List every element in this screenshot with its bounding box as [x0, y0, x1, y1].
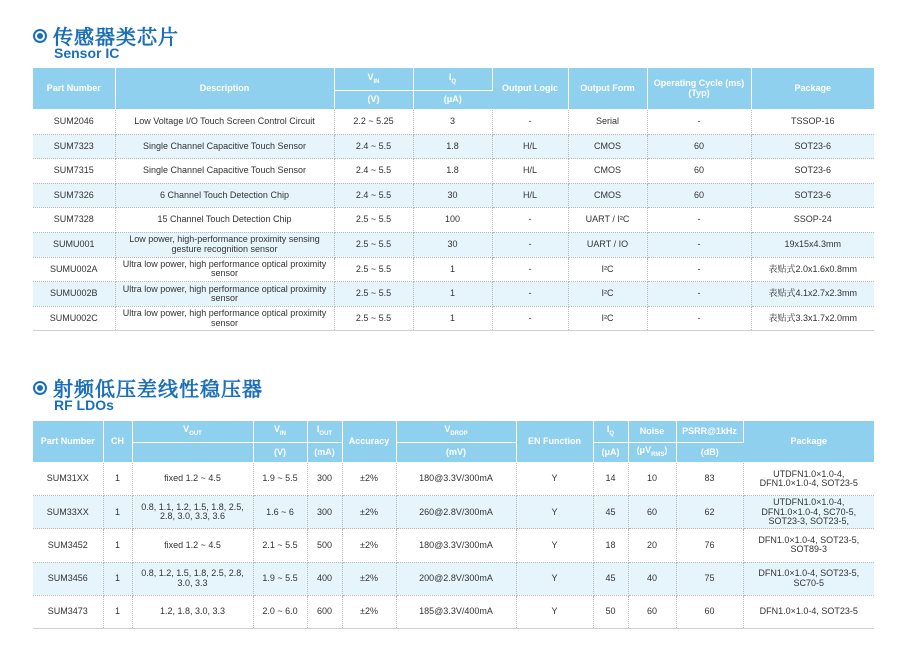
cell-part: SUM3452 [33, 529, 103, 562]
cell-vin: 2.4 ~ 5.5 [334, 183, 413, 208]
col-vdrop-unit: (mV) [396, 443, 516, 463]
cell-iout: 400 [307, 562, 342, 595]
col-part-number: Part Number [33, 421, 103, 463]
cell-psrr: 83 [676, 463, 743, 496]
table-row [33, 134, 874, 159]
cell-vin: 2.5 ~ 5.5 [334, 232, 413, 257]
table-row [33, 306, 874, 331]
cell-form: I²C [568, 282, 647, 307]
cell-ch: 1 [103, 595, 132, 628]
cell-pkg: 表贴式3.3x1.7x2.0mm [751, 306, 874, 331]
cell-form: I²C [568, 306, 647, 331]
cell-iq: 18 [593, 529, 628, 562]
rf-ldo-title-cn: 射频低压差线性稳压器 [53, 377, 263, 401]
col-output-form: Output Form [568, 68, 647, 110]
cell-form: UART / IO [568, 232, 647, 257]
cell-iq: 14 [593, 463, 628, 496]
cell-ch: 1 [103, 463, 132, 496]
cell-vdrop: 180@3.3V/300mA [396, 463, 516, 496]
cell-pkg: 表贴式4.1x2.7x2.3mm [751, 282, 874, 307]
col-noise: Noise [628, 421, 676, 443]
cell-pkg: SSOP-24 [751, 208, 874, 233]
cell-logic: H/L [492, 159, 568, 184]
cell-vin: 2.2 ~ 5.25 [334, 110, 413, 135]
cell-vout: 0.8, 1.2, 1.5, 1.8, 2.5, 2.8, 3.0, 3.3 [132, 562, 253, 595]
cell-vin: 1.9 ~ 5.5 [253, 562, 307, 595]
bullet-circle-icon [33, 29, 47, 43]
cell-pkg: UTDFN1.0×1.0-4, DFN1.0×1.0-4, SOT23-5 [743, 463, 874, 496]
cell-vin: 2.4 ~ 5.5 [334, 134, 413, 159]
cell-en: Y [516, 595, 593, 628]
cell-vin: 2.0 ~ 6.0 [253, 595, 307, 628]
cell-pkg: DFN1.0×1.0-4, SOT23-5, SOT89-3 [743, 529, 874, 562]
cell-form: I²C [568, 257, 647, 282]
table-row [33, 208, 874, 233]
cell-vin: 2.5 ~ 5.5 [334, 257, 413, 282]
sensor-ic-title-en: Sensor IC [54, 45, 120, 61]
cell-part: SUMU002A [33, 257, 115, 282]
cell-vout: 1.2, 1.8, 3.0, 3.3 [132, 595, 253, 628]
col-psrr: PSRR@1kHz [676, 421, 743, 443]
col-psrr-unit: (dB) [676, 443, 743, 463]
col-iout-unit: (mA) [307, 443, 342, 463]
cell-iq: 30 [413, 232, 492, 257]
col-ch: CH [103, 421, 132, 463]
cell-vin: 1.9 ~ 5.5 [253, 463, 307, 496]
cell-iq: 30 [413, 183, 492, 208]
cell-part: SUM7328 [33, 208, 115, 233]
cell-desc: Ultra low power, high performance optical proximity sensor [115, 306, 334, 331]
table-row [33, 257, 874, 282]
table-row [33, 562, 874, 595]
rf-ldo-table [33, 421, 874, 629]
cell-cycle: - [647, 257, 751, 282]
cell-part: SUM2046 [33, 110, 115, 135]
cell-cycle: - [647, 110, 751, 135]
col-accuracy: Accuracy [342, 421, 396, 463]
cell-ch: 1 [103, 562, 132, 595]
cell-cycle: - [647, 306, 751, 331]
cell-vdrop: 260@2.8V/300mA [396, 496, 516, 529]
cell-acc: ±2% [342, 463, 396, 496]
sensor-ic-table [33, 68, 874, 331]
cell-vdrop: 200@2.8V/300mA [396, 562, 516, 595]
cell-vdrop: 180@3.3V/300mA [396, 529, 516, 562]
cell-part: SUMU001 [33, 232, 115, 257]
cell-iout: 500 [307, 529, 342, 562]
cell-desc: 6 Channel Touch Detection Chip [115, 183, 334, 208]
cell-iq: 1 [413, 282, 492, 307]
col-package: Package [743, 421, 874, 463]
cell-psrr: 75 [676, 562, 743, 595]
cell-pkg: DFN1.0×1.0-4, SOT23-5 [743, 595, 874, 628]
col-part-number: Part Number [33, 68, 115, 110]
cell-desc: Low Voltage I/O Touch Screen Control Circuit [115, 110, 334, 135]
col-vin-unit: (V) [334, 91, 413, 110]
sensor-ic-title-cn: 传感器类芯片 [53, 25, 179, 49]
cell-iq: 1 [413, 257, 492, 282]
cell-vin: 2.5 ~ 5.5 [334, 282, 413, 307]
cell-pkg: 表贴式2.0x1.6x0.8mm [751, 257, 874, 282]
cell-noise: 20 [628, 529, 676, 562]
cell-pkg: SOT23-6 [751, 134, 874, 159]
cell-vin: 2.5 ~ 5.5 [334, 208, 413, 233]
table-row [33, 529, 874, 562]
col-operating-cycle: Operating Cycle (ms) (Typ) [647, 68, 751, 110]
cell-iq: 45 [593, 496, 628, 529]
cell-iq: 3 [413, 110, 492, 135]
cell-logic: H/L [492, 183, 568, 208]
cell-vout: fixed 1.2 ~ 4.5 [132, 463, 253, 496]
cell-vin: 1.6 ~ 6 [253, 496, 307, 529]
cell-acc: ±2% [342, 529, 396, 562]
cell-part: SUM3456 [33, 562, 103, 595]
cell-logic: - [492, 208, 568, 233]
cell-form: UART / I²C [568, 208, 647, 233]
col-vin: $V_{IN}$ [253, 421, 307, 443]
cell-noise: 10 [628, 463, 676, 496]
col-iq: $I_Q$ [413, 68, 492, 91]
cell-ch: 1 [103, 496, 132, 529]
cell-acc: ±2% [342, 595, 396, 628]
cell-psrr: 60 [676, 595, 743, 628]
cell-cycle: 60 [647, 183, 751, 208]
cell-form: CMOS [568, 159, 647, 184]
table-row [33, 159, 874, 184]
table-row [33, 496, 874, 529]
cell-cycle: 60 [647, 159, 751, 184]
cell-iout: 600 [307, 595, 342, 628]
cell-psrr: 62 [676, 496, 743, 529]
table-row [33, 595, 874, 628]
cell-cycle: - [647, 232, 751, 257]
cell-logic: - [492, 282, 568, 307]
cell-vin: 2.5 ~ 5.5 [334, 306, 413, 331]
cell-pkg: TSSOP-16 [751, 110, 874, 135]
cell-desc: 15 Channel Touch Detection Chip [115, 208, 334, 233]
cell-noise: 60 [628, 595, 676, 628]
cell-part: SUMU002B [33, 282, 115, 307]
cell-desc: Ultra low power, high performance optical proximity sensor [115, 282, 334, 307]
cell-form: CMOS [568, 183, 647, 208]
col-description: Description [115, 68, 334, 110]
col-vout: $V_{OUT}$ [132, 421, 253, 443]
cell-pkg: SOT23-6 [751, 159, 874, 184]
cell-iq: 100 [413, 208, 492, 233]
cell-cycle: 60 [647, 134, 751, 159]
cell-desc: Ultra low power, high performance optical proximity sensor [115, 257, 334, 282]
cell-pkg: UTDFN1.0×1.0-4, DFN1.0×1.0-4, SC70-5, SOT23-3, SOT23-5, [743, 496, 874, 529]
cell-en: Y [516, 562, 593, 595]
cell-part: SUM3473 [33, 595, 103, 628]
cell-vout: fixed 1.2 ~ 4.5 [132, 529, 253, 562]
cell-vin: 2.4 ~ 5.5 [334, 159, 413, 184]
cell-logic: - [492, 257, 568, 282]
cell-cycle: - [647, 282, 751, 307]
cell-part: SUM31XX [33, 463, 103, 496]
cell-ch: 1 [103, 529, 132, 562]
cell-iq: 50 [593, 595, 628, 628]
col-vin-unit: (V) [253, 443, 307, 463]
cell-pkg: DFN1.0×1.0-4, SOT23-5, SC70-5 [743, 562, 874, 595]
cell-part: SUMU002C [33, 306, 115, 331]
col-iq-unit: (μA) [593, 443, 628, 463]
cell-vin: 2.1 ~ 5.5 [253, 529, 307, 562]
cell-desc: Single Channel Capacitive Touch Sensor [115, 159, 334, 184]
cell-pkg: 19x15x4.3mm [751, 232, 874, 257]
cell-logic: - [492, 306, 568, 331]
cell-logic: - [492, 232, 568, 257]
cell-iq: 1.8 [413, 134, 492, 159]
col-iq: $I_Q$ [593, 421, 628, 443]
cell-part: SUM7323 [33, 134, 115, 159]
cell-part: SUM7326 [33, 183, 115, 208]
cell-part: SUM33XX [33, 496, 103, 529]
cell-en: Y [516, 529, 593, 562]
col-package: Package [751, 68, 874, 110]
cell-noise: 60 [628, 496, 676, 529]
cell-psrr: 76 [676, 529, 743, 562]
table-row [33, 232, 874, 257]
cell-form: Serial [568, 110, 647, 135]
cell-vdrop: 185@3.3V/400mA [396, 595, 516, 628]
cell-en: Y [516, 496, 593, 529]
table-row [33, 282, 874, 307]
cell-iout: 300 [307, 496, 342, 529]
rf-ldo-title-en: RF LDOs [54, 397, 114, 413]
cell-iq: 45 [593, 562, 628, 595]
table-row [33, 110, 874, 135]
cell-logic: - [492, 110, 568, 135]
cell-part: SUM7315 [33, 159, 115, 184]
col-vin: $V_{IN}$ [334, 68, 413, 91]
cell-logic: H/L [492, 134, 568, 159]
col-vout-unit [132, 443, 253, 463]
col-vdrop: $V_{DROP}$ [396, 421, 516, 443]
cell-desc: Single Channel Capacitive Touch Sensor [115, 134, 334, 159]
col-noise-unit: $(\mu V_{RMS})$ [628, 443, 676, 463]
col-en-function: EN Function [516, 421, 593, 463]
cell-cycle: - [647, 208, 751, 233]
cell-iout: 300 [307, 463, 342, 496]
table-row [33, 183, 874, 208]
cell-iq: 1 [413, 306, 492, 331]
col-iout: $I_{OUT}$ [307, 421, 342, 443]
cell-desc: Low power, high-performance proximity sensing gesture recognition sensor [115, 232, 334, 257]
bullet-circle-icon [33, 381, 47, 395]
cell-acc: ±2% [342, 496, 396, 529]
cell-vout: 0.8, 1.1, 1.2, 1.5, 1.8, 2.5, 2.8, 3.0, 3.3, 3.6 [132, 496, 253, 529]
cell-iq: 1.8 [413, 159, 492, 184]
col-output-logic: Output Logic [492, 68, 568, 110]
table-row [33, 463, 874, 496]
cell-form: CMOS [568, 134, 647, 159]
cell-pkg: SOT23-6 [751, 183, 874, 208]
cell-en: Y [516, 463, 593, 496]
cell-acc: ±2% [342, 562, 396, 595]
col-iq-unit: (μA) [413, 91, 492, 110]
cell-noise: 40 [628, 562, 676, 595]
